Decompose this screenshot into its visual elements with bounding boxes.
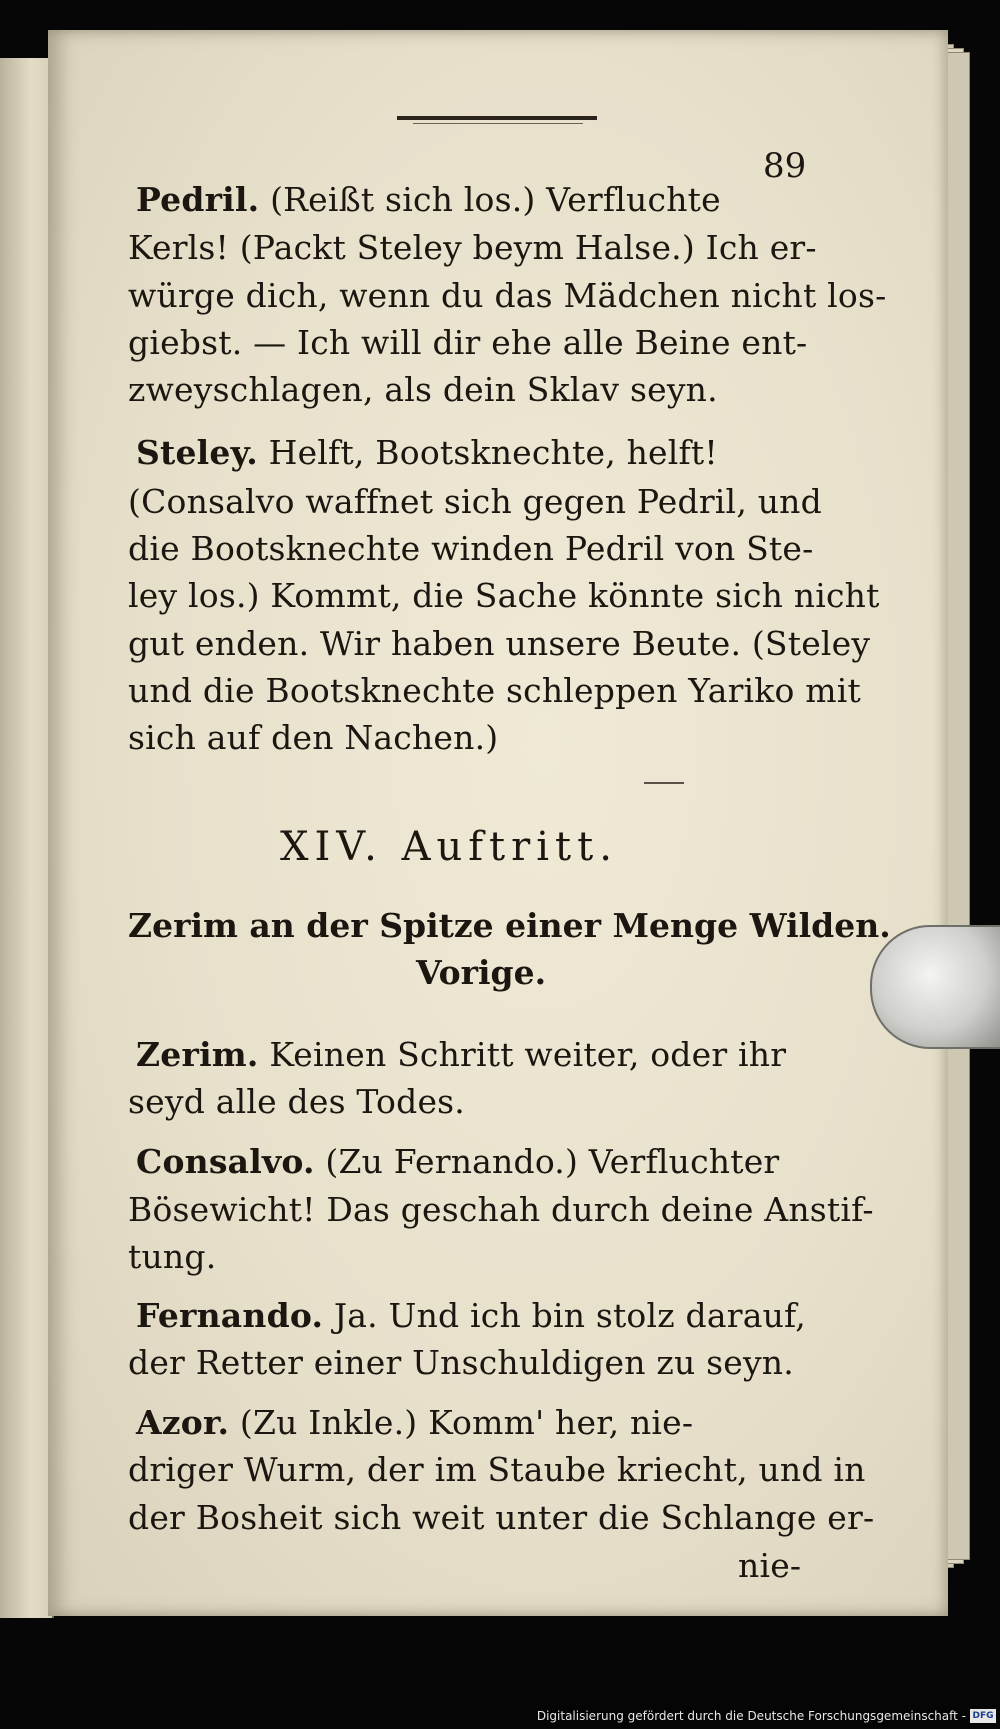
- text-line: Bösewicht! Das geschah durch deine Anstif-: [128, 1190, 874, 1229]
- page-number: 89: [763, 146, 807, 186]
- previous-page-edge: [0, 58, 54, 1618]
- scene-characters-previous: Vorige.: [416, 953, 547, 992]
- text-line: sich auf den Nachen.): [128, 718, 499, 757]
- text-line: der Bosheit sich weit unter die Schlange er-: [128, 1498, 875, 1537]
- funding-credit: Digitalisierung gefördert durch die Deutsche Forschungsgemeinschaft -: [536, 1709, 966, 1723]
- text-line: seyd alle des Todes.: [128, 1082, 465, 1121]
- text-line: Consalvo. (Zu Fernando.) Verfluchter: [136, 1142, 780, 1181]
- text-line: tung.: [128, 1237, 217, 1276]
- scene-characters: Zerim an der Spitze einer Menge Wilden.: [128, 906, 891, 945]
- text-line: driger Wurm, der im Staube kriecht, und in: [128, 1450, 866, 1489]
- footer-bar: [0, 1705, 1000, 1729]
- text-line: Pedril. (Reißt sich los.) Verfluchte: [136, 180, 721, 219]
- text-line: würge dich, wenn du das Mädchen nicht los-: [128, 276, 887, 315]
- page-clip: [870, 925, 1000, 1049]
- top-rule: [397, 116, 597, 120]
- text-line: Fernando. Ja. Und ich bin stolz darauf,: [136, 1296, 806, 1335]
- text-line: (Consalvo waffnet sich gegen Pedril, und: [128, 482, 822, 521]
- catchword: nie-: [738, 1546, 802, 1585]
- dfg-logo: DFG: [970, 1709, 996, 1723]
- text-line: ley los.) Kommt, die Sache könnte sich nicht: [128, 576, 880, 615]
- text-line: der Retter einer Unschuldigen zu seyn.: [128, 1343, 794, 1382]
- text-line: die Bootsknechte winden Pedril von Ste-: [128, 529, 814, 568]
- book-page: [48, 30, 948, 1616]
- text-line: zweyschlagen, als dein Sklav seyn.: [128, 370, 718, 409]
- separator-dash: [644, 782, 684, 784]
- text-line: Azor. (Zu Inkle.) Komm' her, nie-: [136, 1403, 694, 1442]
- text-line: Steley. Helft, Bootsknechte, helft!: [136, 433, 718, 472]
- scene-heading: XIV. Auftritt.: [280, 824, 618, 870]
- text-line: giebst. — Ich will dir ehe alle Beine ent-: [128, 323, 808, 362]
- text-line: gut enden. Wir haben unsere Beute. (Steley: [128, 624, 871, 663]
- top-rule-thin: [413, 123, 583, 124]
- text-line: Zerim. Keinen Schritt weiter, oder ihr: [136, 1035, 787, 1074]
- text-line: Kerls! (Packt Steley beym Halse.) Ich er-: [128, 228, 817, 267]
- text-line: und die Bootsknechte schleppen Yariko mit: [128, 671, 861, 710]
